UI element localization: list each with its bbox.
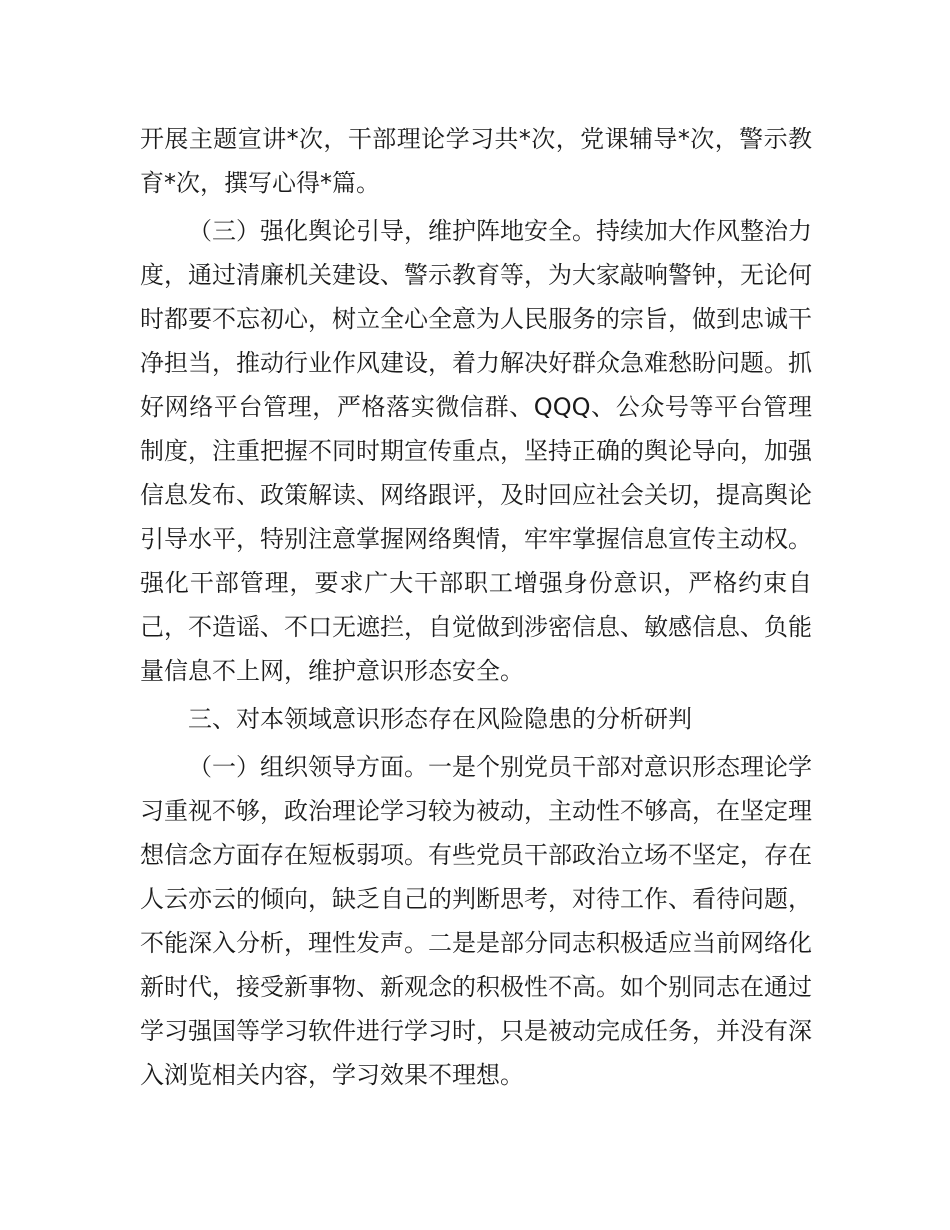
document-page <box>140 117 812 1097</box>
section-heading: 三、对本领域意识形态存在风险隐患的分析研判 <box>188 705 692 733</box>
paragraph-section-three: （三）强化舆论引导，维护阵地安全。持续加大作风整治力度，通过清廉机关建设、警示教育等，为大家敲响警钟，无论何时都要不忘初心，树立全心全意为人民服务的宗旨，做到忠诚干净担当，推动行业作风建设，着力解决好群众急难愁盼问题。抓好网络平台管理，严格落实微信群、QQQ、公众号等平台管理制度，注重把握不同时期宣传重点，坚持正确的舆论导向，加强信息发布、政策解读、网络跟评，及时回应社会关切，提高舆论引导水平，特别注意掌握网络舆情，牢牢掌握信息宣传主动权。强化干部管理，要求广大干部职工增强身份意识，严格约束自己，不造谣、不口无遮拦，自觉做到涉密信息、敏感信息、负能量信息不上网，维护意识形态安全。 <box>140 217 812 685</box>
paragraph-continuation: 开展主题宣讲*次，干部理论学习共*次，党课辅导*次，警示教育*次，撰写心得*篇。 <box>140 125 812 197</box>
paragraph-organization-leadership: （一）组织领导方面。一是个别党员干部对意识形态理论学习重视不够，政治理论学习较为被动，主动性不够高，在坚定理想信念方面存在短板弱项。有些党员干部政治立场不坚定，存在人云亦云的倾向，缺乏自己的判断思考，对待工作、看待问题，不能深入分析，理性发声。二是是部分同志积极适应当前网络化新时代，接受新事物、新观念的积极性不高。如个别同志在通过学习强国等学习软件进行学习时，只是被动完成任务，并没有深入浏览相关内容，学习效果不理想。 <box>140 753 812 1089</box>
